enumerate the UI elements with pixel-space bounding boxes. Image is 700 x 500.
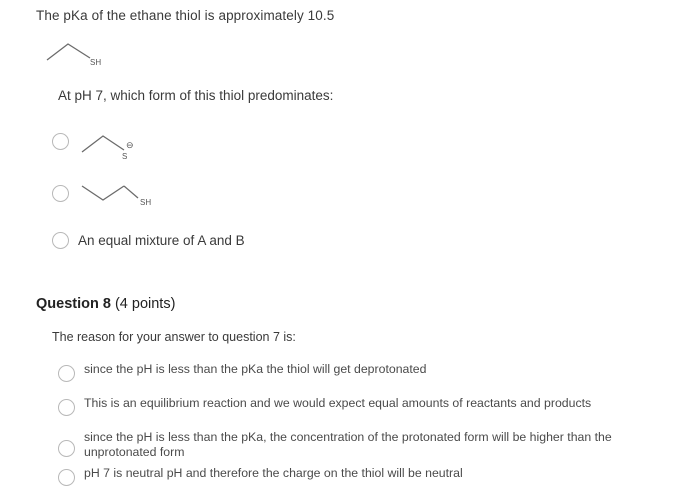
option-b-atom-label: SH: [140, 198, 152, 207]
question8-option-4-label: pH 7 is neutral pH and therefore the charge on the thiol will be neutral: [84, 466, 463, 480]
option-a[interactable]: [52, 128, 192, 164]
ethanethiol-structure: [44, 38, 154, 72]
question8-points: (4 points): [114, 296, 176, 312]
radio-option-b[interactable]: [52, 185, 69, 202]
question7-prompt: The pKa of the ethane thiol is approximately 10.5: [36, 8, 335, 23]
question8-title: Question 8: [36, 296, 111, 312]
question8-option-2[interactable]: [58, 396, 678, 424]
question7-subprompt: At pH 7, which form of this thiol predominates:: [58, 88, 334, 103]
radio-option-a[interactable]: [52, 133, 69, 150]
radio-question8-option-3[interactable]: [58, 440, 75, 457]
question8-option-2-label: This is an equilibrium reaction and we would expect equal amounts of reactants and products: [84, 396, 592, 410]
radio-question8-option-4[interactable]: [58, 469, 75, 486]
question8-option-4[interactable]: [58, 466, 678, 494]
option-c-label: An equal mixture of A and B: [78, 233, 245, 248]
question8-option-1-label: since the pH is less than the pKa the thiol will get deprotonated: [84, 362, 427, 376]
option-a-charge-label: ⊖: [126, 140, 134, 150]
question8-option-3[interactable]: [58, 430, 678, 460]
question8-options: [58, 362, 678, 500]
radio-question8-option-2[interactable]: [58, 399, 75, 416]
question8-option-3-label: since the pH is less than the pKa, the concentration of the protonated form will be higher than the unprotonated form: [84, 430, 612, 459]
question8-option-1[interactable]: [58, 362, 678, 390]
option-c[interactable]: [52, 232, 245, 249]
radio-option-c[interactable]: [52, 232, 69, 249]
thiol-skeleton-icon: [78, 180, 168, 214]
question8-heading: [36, 296, 175, 312]
option-b[interactable]: [52, 180, 192, 216]
option-a-atom-label: S: [122, 152, 128, 161]
structure-atom-label: SH: [90, 58, 102, 67]
radio-question8-option-1[interactable]: [58, 365, 75, 382]
question8-subprompt: The reason for your answer to question 7 is:: [52, 330, 296, 344]
